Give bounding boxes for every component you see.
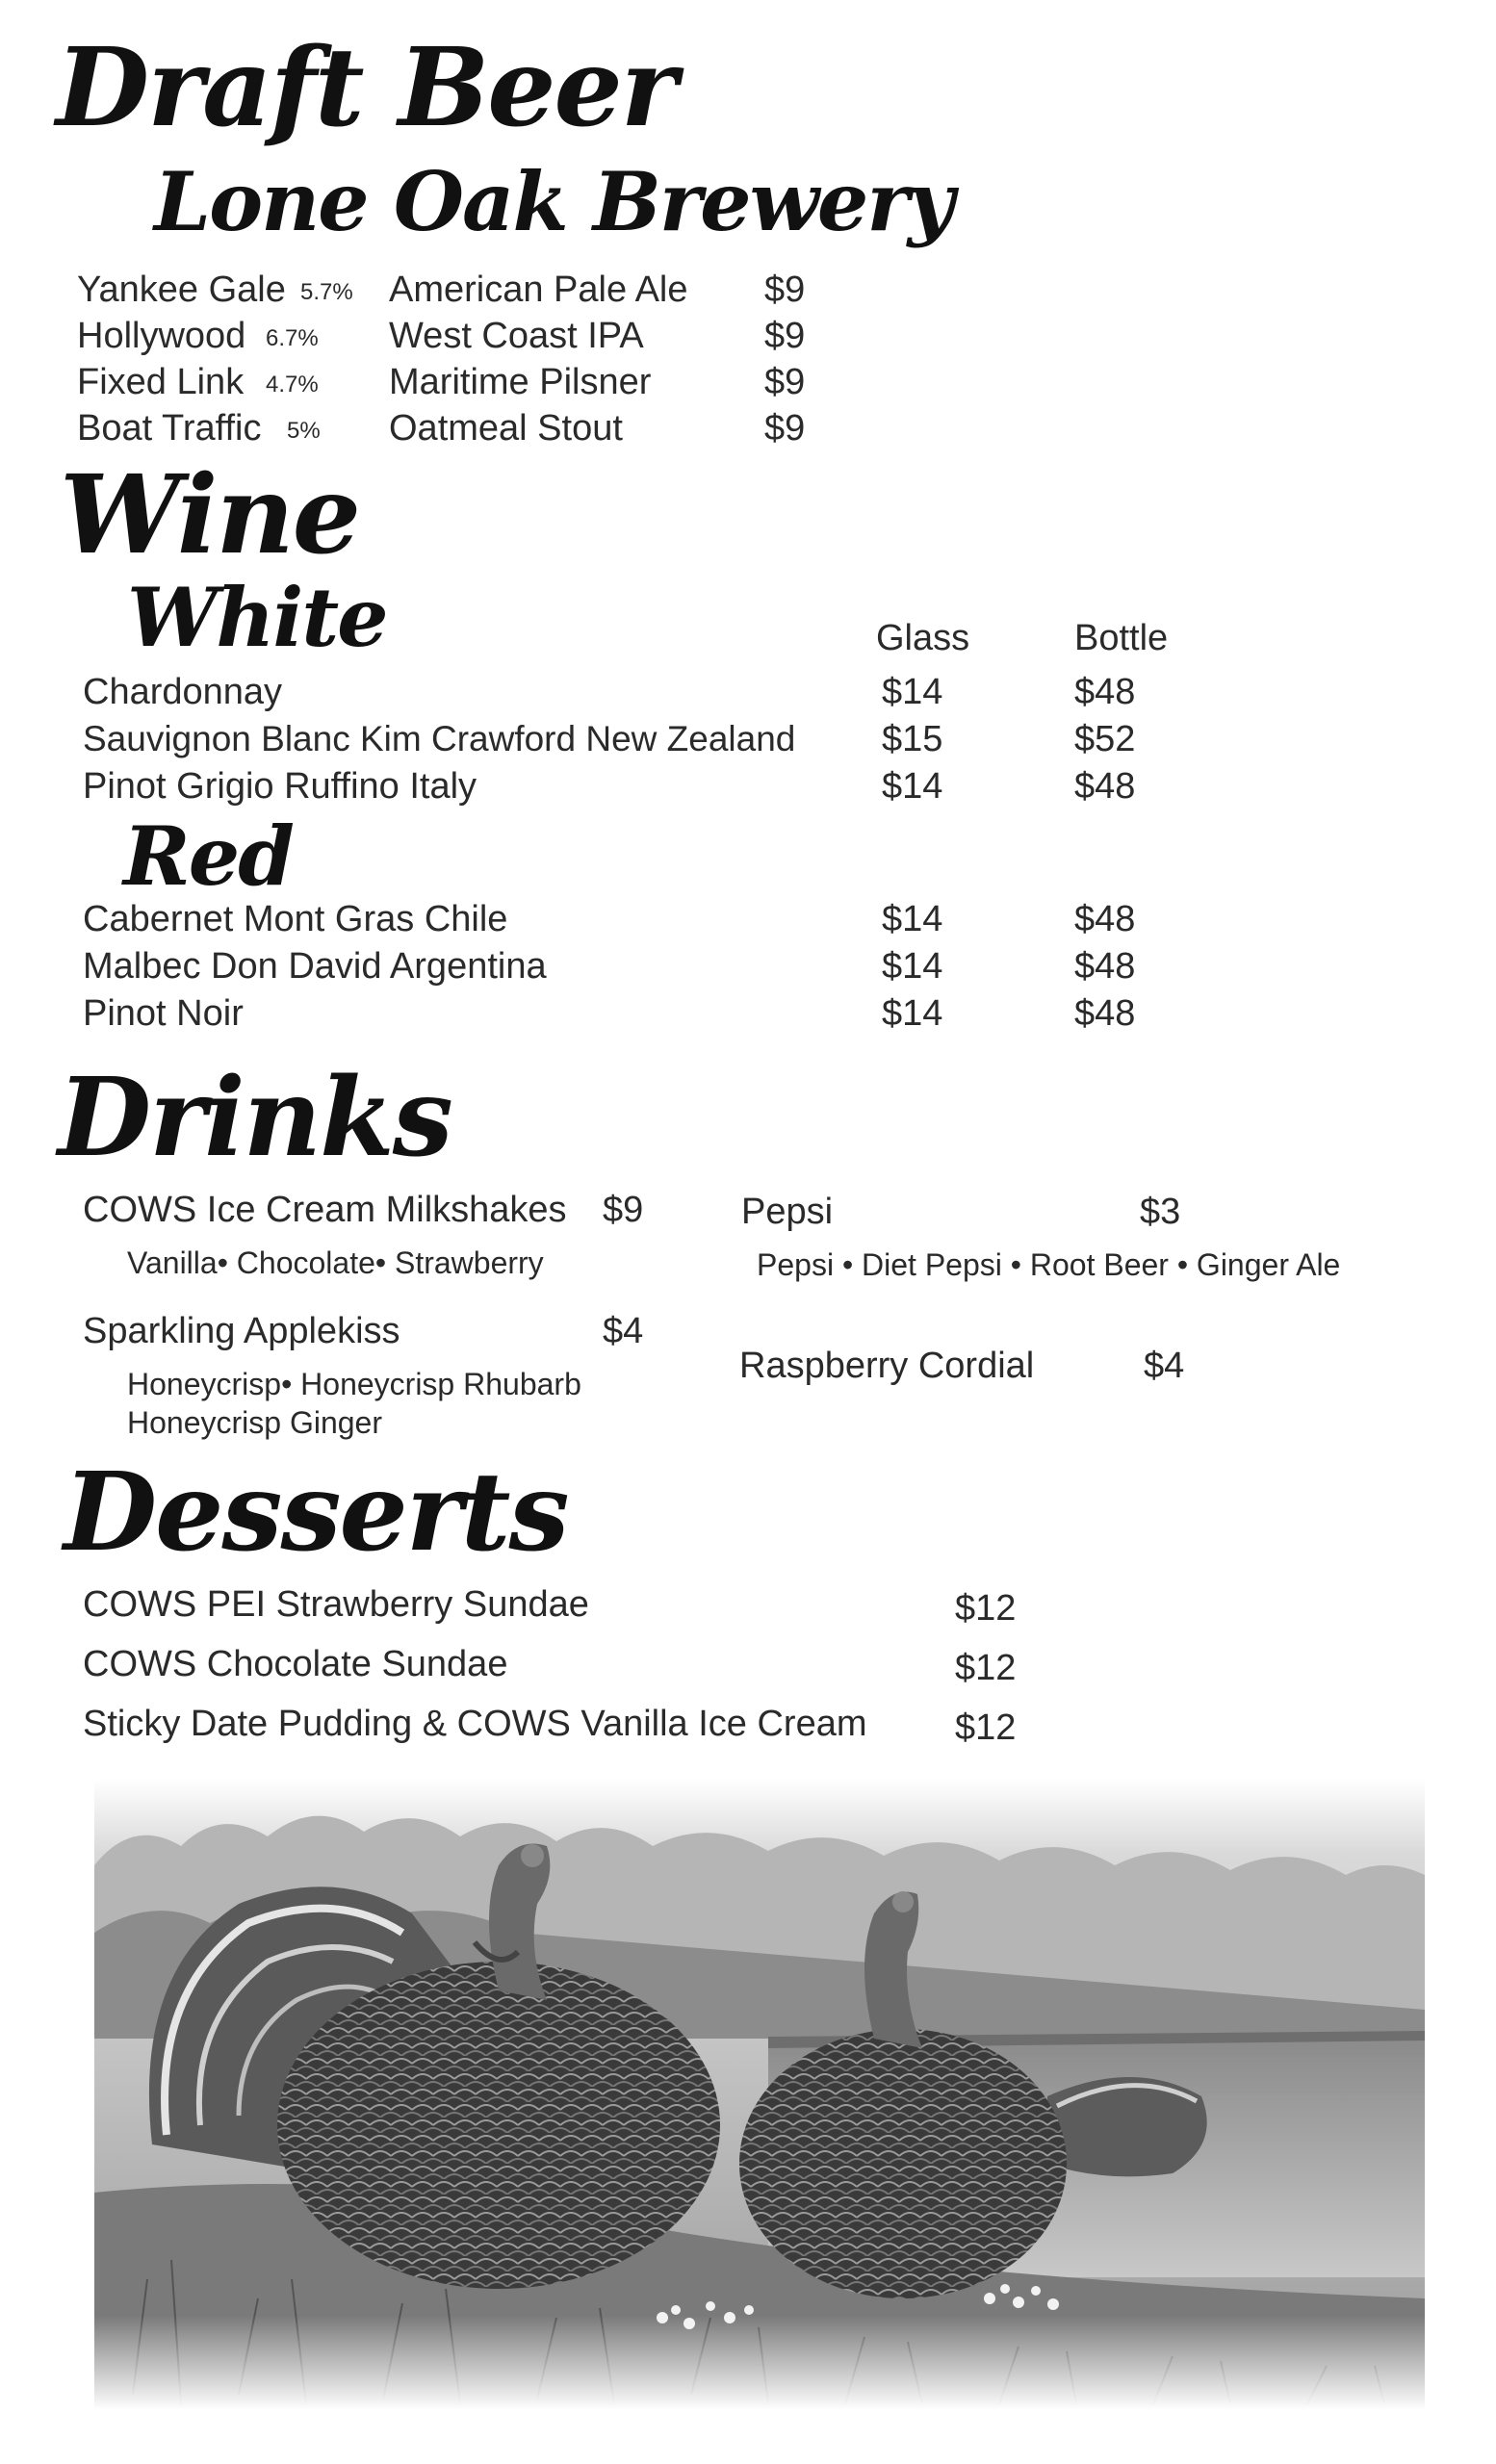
- drinks-heading: Drinks: [58, 1055, 451, 1181]
- beer-abv: 5.7%: [300, 279, 353, 305]
- drink-name: Sparkling Applekiss: [83, 1311, 400, 1351]
- red-wine-heading: Red: [123, 808, 293, 904]
- drink-price: $4: [1144, 1346, 1185, 1386]
- glass-column-header: Glass: [876, 618, 970, 658]
- wine-bottle-price: $48: [1074, 946, 1136, 987]
- drink-name: Raspberry Cordial: [739, 1346, 1035, 1386]
- wine-bottle-price: $52: [1074, 719, 1136, 759]
- dessert-name: COWS PEI Strawberry Sundae: [83, 1584, 589, 1625]
- wine-glass-price: $14: [882, 993, 943, 1034]
- draft-beer-heading: Draft Beer: [56, 25, 676, 151]
- wine-name: Malbec Don David Argentina: [83, 946, 547, 987]
- wine-bottle-price: $48: [1074, 993, 1136, 1034]
- beer-price: $9: [764, 316, 806, 356]
- beer-style: American Pale Ale: [389, 270, 688, 310]
- drink-price: $3: [1140, 1192, 1181, 1232]
- dessert-price: $12: [955, 1707, 1017, 1748]
- drink-name: COWS Ice Cream Milkshakes: [83, 1190, 567, 1230]
- dessert-name: COWS Chocolate Sundae: [83, 1644, 508, 1684]
- wine-name: Pinot Grigio Ruffino Italy: [83, 766, 477, 807]
- drink-name: Pepsi: [741, 1192, 834, 1232]
- beer-abv: 6.7%: [266, 325, 319, 351]
- wine-name: Sauvignon Blanc Kim Crawford New Zealand: [83, 719, 796, 758]
- beer-abv: 5%: [287, 418, 321, 444]
- wine-name: Cabernet Mont Gras Chile: [83, 899, 508, 939]
- drink-flavors: Pepsi • Diet Pepsi • Root Beer • Ginger Ale: [757, 1247, 1341, 1282]
- white-wine-heading: White: [127, 570, 387, 665]
- wild-turkeys-illustration: [94, 1779, 1425, 2410]
- drink-flavors: Vanilla• Chocolate• Strawberry: [127, 1245, 544, 1280]
- wine-bottle-price: $48: [1074, 672, 1136, 712]
- beer-style: West Coast IPA: [389, 316, 644, 356]
- wine-name: Chardonnay: [83, 672, 283, 712]
- beer-abv: 4.7%: [266, 372, 319, 398]
- wine-bottle-price: $48: [1074, 899, 1136, 939]
- desserts-heading: Desserts: [64, 1450, 568, 1576]
- drink-flavors: Honeycrisp Ginger: [127, 1405, 382, 1440]
- beer-price: $9: [764, 362, 806, 402]
- beer-name: Boat Traffic: [77, 408, 262, 449]
- beer-style: Oatmeal Stout: [389, 408, 623, 449]
- dessert-name: Sticky Date Pudding & COWS Vanilla Ice Cream: [83, 1704, 867, 1744]
- wine-glass-price: $15: [882, 719, 943, 759]
- drink-price: $4: [603, 1311, 644, 1351]
- brewery-heading: Lone Oak Brewery: [154, 154, 953, 249]
- dessert-price: $12: [955, 1588, 1017, 1629]
- wine-name: Pinot Noir: [83, 993, 244, 1034]
- beer-style: Maritime Pilsner: [389, 362, 652, 402]
- wine-bottle-price: $48: [1074, 766, 1136, 807]
- beer-price: $9: [764, 408, 806, 449]
- beer-name: Hollywood: [77, 316, 246, 356]
- wine-glass-price: $14: [882, 899, 943, 939]
- beer-name: Yankee Gale: [77, 270, 286, 310]
- drink-price: $9: [603, 1190, 644, 1230]
- drink-flavors: Honeycrisp• Honeycrisp Rhubarb: [127, 1367, 581, 1401]
- beer-name: Fixed Link: [77, 362, 245, 402]
- bottle-column-header: Bottle: [1074, 618, 1169, 658]
- wine-glass-price: $14: [882, 766, 943, 807]
- wine-glass-price: $14: [882, 672, 943, 712]
- dessert-price: $12: [955, 1648, 1017, 1688]
- wine-heading: Wine: [60, 452, 360, 578]
- wine-glass-price: $14: [882, 946, 943, 987]
- beer-price: $9: [764, 270, 806, 310]
